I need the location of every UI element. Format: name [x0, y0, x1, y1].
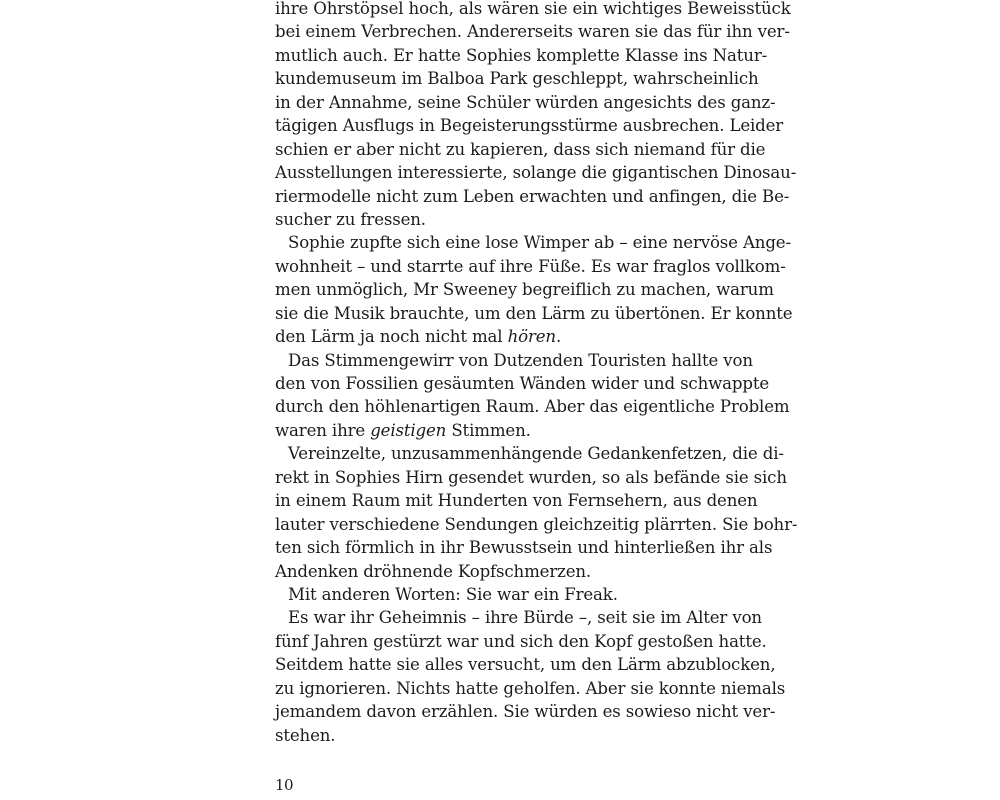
text-segment: fünf Jahren gestürzt war und sich den Kopf gestoßen hatte.	[275, 631, 767, 651]
text-segment: schien er aber nicht zu kapieren, dass sich niemand für die	[275, 139, 766, 159]
text-segment: stehen.	[275, 725, 336, 745]
text-line	[275, 208, 727, 231]
text-line	[275, 489, 758, 512]
text-line	[275, 536, 773, 559]
text-segment: wohnheit – und starrte auf ihre Füße. Es war fraglos vollkom-	[275, 256, 786, 276]
text-line	[275, 724, 727, 747]
text-segment: Mit anderen Worten: Sie war ein Freak.	[288, 584, 618, 604]
text-line	[275, 466, 787, 489]
text-line	[275, 20, 790, 43]
text-line	[275, 606, 762, 629]
text-line	[275, 442, 784, 465]
text-line	[275, 67, 759, 90]
emphasized-text: hören	[507, 327, 556, 347]
text-segment: Ausstellungen interessierte, solange die gigantischen Dinosau-	[275, 163, 797, 183]
text-line	[275, 185, 790, 208]
text-line	[275, 44, 768, 67]
text-line	[275, 419, 727, 442]
text-line	[275, 560, 727, 583]
text-line	[275, 583, 727, 606]
text-line	[275, 677, 786, 700]
text-segment: .	[555, 327, 562, 347]
text-segment: sucher zu fressen.	[275, 209, 426, 229]
text-segment: bei einem Verbrechen. Andererseits waren sie das für ihn ver-	[275, 22, 790, 42]
text-segment: Vereinzelte, unzusammenhängende Gedankenfetzen, die di-	[288, 444, 784, 464]
text-line	[275, 278, 774, 301]
text-segment: den von Fossilien gesäumten Wänden wider und schwappte	[275, 374, 770, 393]
text-segment: Es war ihr Geheimnis – ihre Bürde –, seit sie im Alter von	[288, 608, 762, 628]
text-segment: kundemuseum im Balboa Park geschleppt, wahrscheinlich	[275, 69, 759, 89]
text-segment: mutlich auch. Er hatte Sophies komplette Klasse ins Natur-	[275, 45, 768, 65]
text-line	[275, 161, 797, 184]
text-line	[275, 0, 791, 20]
text-line	[275, 700, 776, 723]
text-segment: durch den höhlenartigen Raum. Aber das eigentliche Problem	[275, 397, 790, 417]
text-segment: Das Stimmengewirr von Dutzenden Touristen hallte von	[288, 350, 753, 370]
body-text	[275, 0, 798, 747]
text-line	[275, 231, 791, 254]
text-line	[275, 325, 727, 348]
text-line	[275, 114, 784, 137]
page-number: 10	[275, 776, 294, 794]
text-segment: Seitdem hatte sie alles versucht, um den Lärm abzublocken,	[275, 655, 776, 675]
text-segment: jemandem davon erzählen. Sie würden es sowieso nicht ver-	[275, 702, 776, 722]
text-line	[275, 349, 753, 372]
text-segment: Stimmen.	[446, 420, 531, 440]
text-segment: in der Annahme, seine Schüler würden angesichts des ganz-	[275, 92, 776, 112]
text-segment: Andenken dröhnende Kopfschmerzen.	[275, 561, 592, 581]
text-line	[275, 302, 793, 325]
text-segment: riermodelle nicht zum Leben erwachten und anfingen, die Be-	[275, 186, 790, 206]
text-line	[275, 91, 776, 114]
text-line	[275, 513, 798, 536]
text-line	[275, 395, 790, 418]
text-segment: tägigen Ausflugs in Begeisterungsstürme ausbrechen. Leider	[275, 116, 784, 136]
text-line	[275, 255, 786, 278]
text-line	[275, 138, 766, 161]
text-segment: in einem Raum mit Hunderten von Fernsehern, aus denen	[275, 491, 758, 511]
text-segment: ihre Ohrstöpsel hoch, als wären sie ein wichtiges Beweisstück	[275, 0, 791, 18]
text-segment: den Lärm ja noch nicht mal	[275, 327, 508, 347]
text-segment: zu ignorieren. Nichts hatte geholfen. Aber sie konnte niemals	[275, 678, 786, 698]
text-line	[275, 653, 776, 676]
text-line	[275, 372, 770, 395]
emphasized-text: geistigen	[370, 420, 447, 440]
text-segment: lauter verschiedene Sendungen gleichzeitig plärrten. Sie bohr-	[275, 514, 798, 534]
text-segment: ten sich förmlich in ihr Bewusstsein und hinterließen ihr als	[275, 538, 773, 558]
text-line	[275, 630, 767, 653]
text-segment: Sophie zupfte sich eine lose Wimper ab – eine nervöse Ange-	[288, 233, 791, 253]
text-segment: rekt in Sophies Hirn gesendet wurden, so als befände sie sich	[275, 467, 787, 487]
text-segment: waren ihre	[275, 420, 371, 440]
text-segment: sie die Musik brauchte, um den Lärm zu übertönen. Er konnte	[275, 303, 793, 323]
text-segment: men unmöglich, Mr Sweeney begreiflich zu machen, warum	[275, 280, 774, 300]
